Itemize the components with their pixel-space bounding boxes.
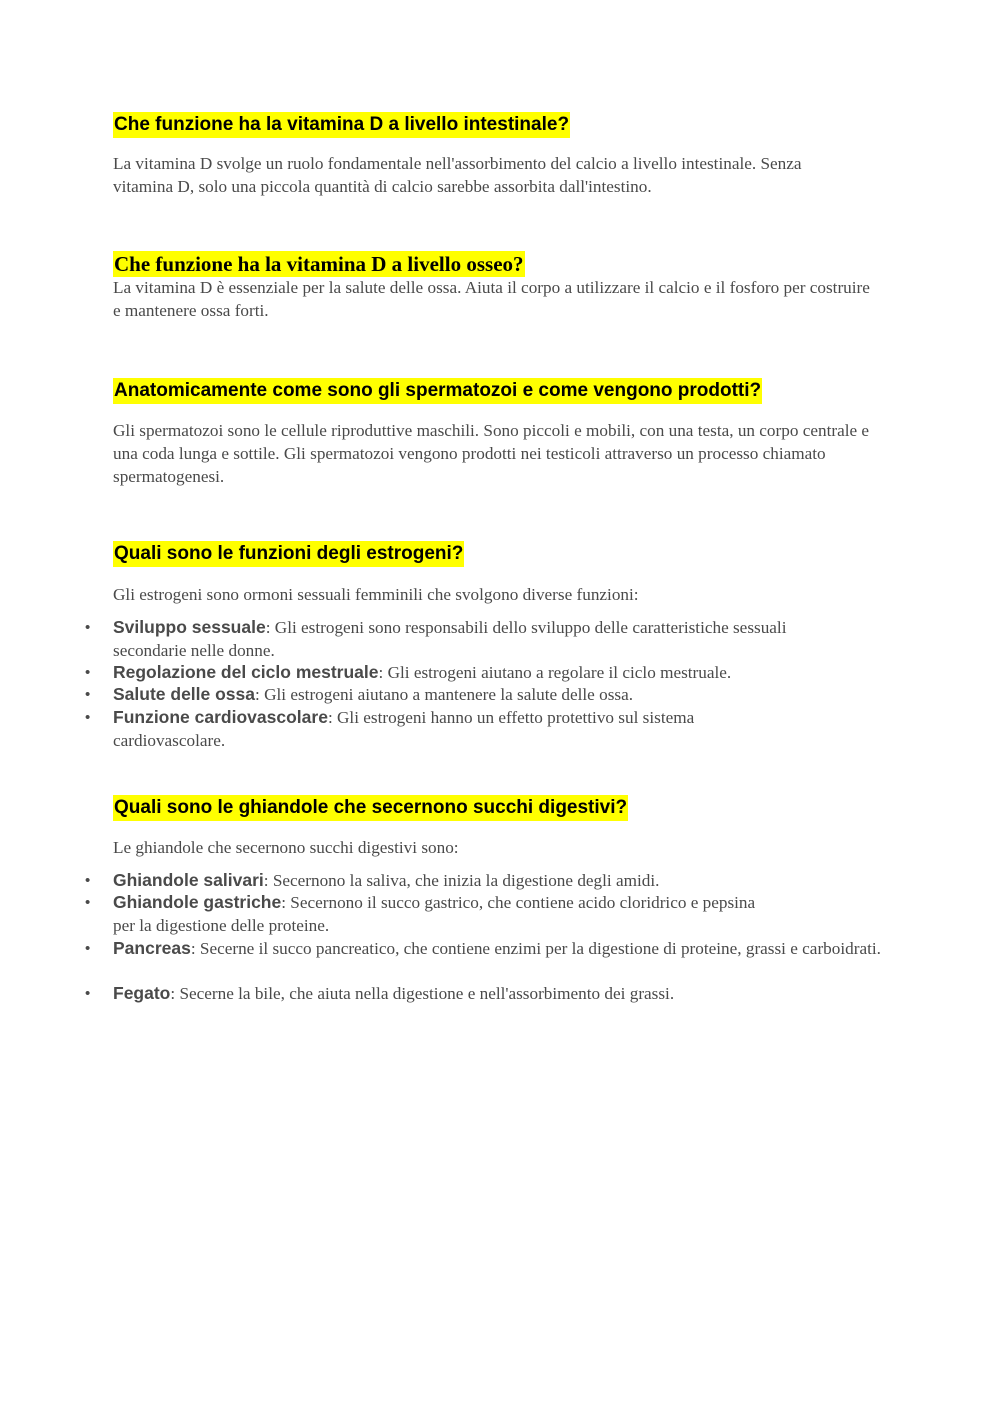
answer-paragraph: Gli spermatozoi sono le cellule riproduttive maschili. Sono piccoli e mobili, con una testa, un corpo centrale e una coda lunga e sottile. Gli spermatozoi vengono prodotti nei testicoli attraverso un processo chiamato spermatogenesi.	[113, 421, 870, 486]
list-item	[85, 891, 773, 937]
bullet-icon: •	[85, 940, 91, 957]
list-item-text: : Secernono la saliva, che inizia la digestione degli amidi.	[263, 871, 660, 890]
bullet-icon: •	[85, 619, 91, 636]
question-heading: Che funzione ha la vitamina D a livello osseo?	[114, 252, 524, 276]
answer-paragraph: La vitamina D svolge un ruolo fondamentale nell'assorbimento del calcio a livello intestinale. Senza vitamina D, solo una piccola quantità di calcio sarebbe assorbita dall'intestino.	[113, 154, 802, 196]
list-item-text: : Gli estrogeni hanno un effetto protettivo sul sistema cardiovascolare.	[113, 708, 695, 750]
list-item	[85, 706, 763, 752]
list-item	[85, 937, 883, 960]
list-item-text: : Gli estrogeni sono responsabili dello sviluppo delle caratteristiche sessuali secondarie nelle donne.	[113, 618, 787, 660]
list-item-term: Ghiandole salivari	[113, 870, 264, 890]
list-item-text: : Secerne il succo pancreatico, che contiene enzimi per la digestione di proteine, grassi e carboidrati.	[190, 939, 881, 958]
list-item	[85, 616, 803, 662]
list-item	[85, 661, 893, 684]
list-item-text: : Gli estrogeni aiutano a regolare il ciclo mestruale.	[378, 663, 732, 682]
bullet-icon: •	[85, 664, 91, 681]
list-item-text: : Secerne la bile, che aiuta nella digestione e nell'assorbimento dei grassi.	[170, 984, 675, 1003]
bullet-icon: •	[85, 985, 91, 1002]
answer-paragraph: Gli estrogeni sono ormoni sessuali femminili che svolgono diverse funzioni:	[113, 585, 639, 604]
list-item-term: Regolazione del ciclo mestruale	[113, 662, 379, 682]
question-heading: Quali sono le funzioni degli estrogeni?	[113, 541, 464, 567]
bullet-icon: •	[85, 872, 91, 889]
list-item-text: : Gli estrogeni aiutano a mantenere la salute delle ossa.	[255, 685, 634, 704]
list-item-term: Pancreas	[113, 938, 191, 958]
answer-paragraph: La vitamina D è essenziale per la salute delle ossa. Aiuta il corpo a utilizzare il calcio e il fosforo per costruire e mantenere ossa forti.	[113, 278, 870, 320]
question-heading: Quali sono le ghiandole che secernono succhi digestivi?	[113, 795, 628, 821]
bullet-icon: •	[85, 686, 91, 703]
list-item	[85, 683, 893, 706]
list-item-term: Fegato	[113, 983, 171, 1003]
list-item-text: : Secernono il succo gastrico, che contiene acido cloridrico e pepsina per la digestione delle proteine.	[113, 893, 756, 935]
list-item	[85, 869, 893, 892]
answer-paragraph: Le ghiandole che secernono succhi digestivi sono:	[113, 838, 459, 857]
list-item-term: Ghiandole gastriche	[113, 892, 282, 912]
bullet-icon: •	[85, 709, 91, 726]
bullet-icon: •	[85, 894, 91, 911]
question-heading: Che funzione ha la vitamina D a livello intestinale?	[113, 112, 570, 138]
list-item	[85, 982, 893, 1005]
list-item-term: Sviluppo sessuale	[113, 617, 266, 637]
question-heading: Anatomicamente come sono gli spermatozoi e come vengono prodotti?	[113, 378, 762, 404]
list-item-term: Salute delle ossa	[113, 684, 256, 704]
list-item-term: Funzione cardiovascolare	[113, 707, 328, 727]
